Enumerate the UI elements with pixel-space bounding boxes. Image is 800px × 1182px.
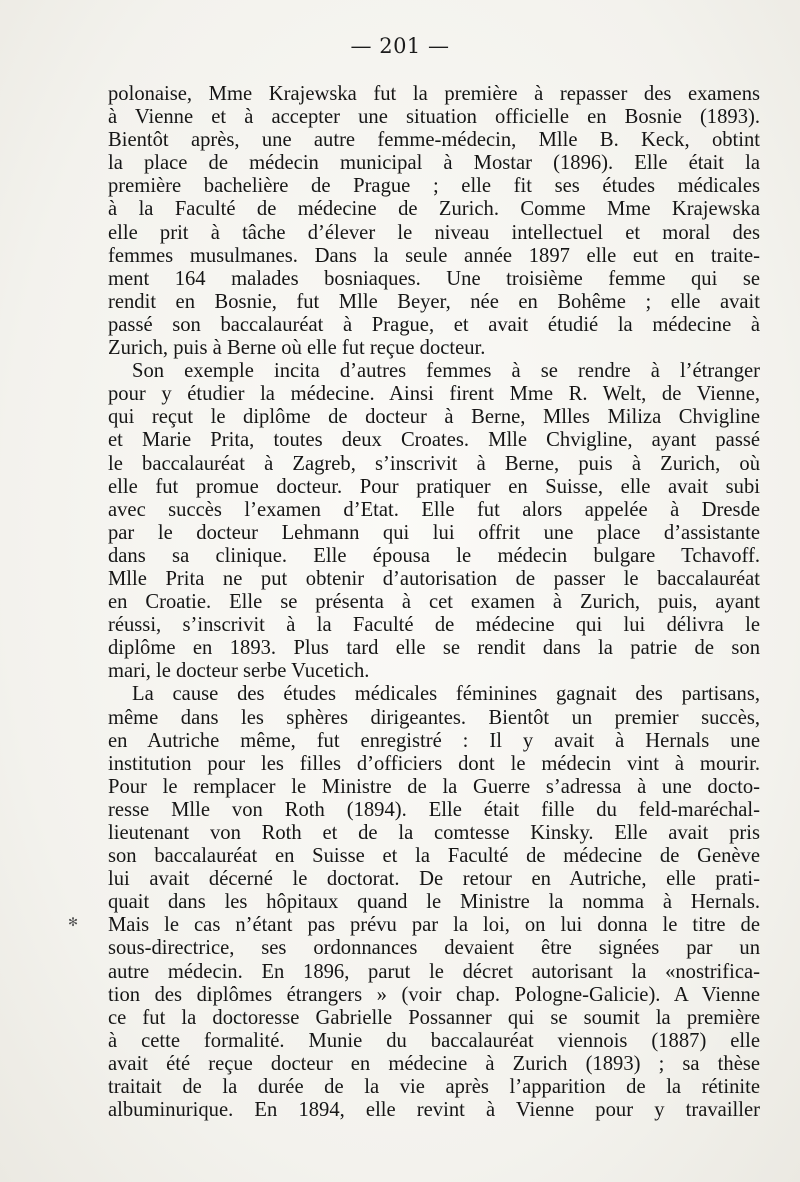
text-line: la place de médecin municipal à Mostar (1896). Elle était la <box>108 152 760 175</box>
text-line: en Autriche même, fut enregistré : Il y avait à Hernals une <box>108 729 760 752</box>
text-line: son baccalauréat en Suisse et la Faculté de médecine de Genève <box>108 845 760 868</box>
text-line: Bientôt après, une autre femme-médecin, Mlle B. Keck, obtint <box>108 129 760 152</box>
text-line: Pour le remplacer le Ministre de la Guerre s’adressa à une docto- <box>108 775 760 798</box>
text-line: Mais le cas n’étant pas prévu par la loi, on lui donna le titre de <box>108 914 760 937</box>
text-line: diplôme en 1893. Plus tard elle se rendit dans la patrie de son <box>108 637 760 660</box>
text-line: qui reçut le diplôme de docteur à Berne, Mlles Miliza Chvigline <box>108 406 760 429</box>
text-line: quait dans les hôpitaux quand le Ministre la nomma à Hernals. <box>108 891 760 914</box>
text-line: à cette formalité. Munie du baccalauréat viennois (1887) elle <box>108 1029 760 1052</box>
text-line: institution pour les filles d’officiers dont le médecin vint à mourir. <box>108 752 760 775</box>
text-line: resse Mlle von Roth (1894). Elle était fille du feld-maréchal- <box>108 798 760 821</box>
text-line: avec succès l’examen d’Etat. Elle fut alors appelée à Dresde <box>108 498 760 521</box>
text-line: sous-directrice, ses ordonnances devaient être signées par un <box>108 937 760 960</box>
paragraph-start-line: La cause des études médicales féminines gagnait des partisans, <box>132 683 760 706</box>
text-line: ment 164 malades bosniaques. Une troisième femme qui se <box>108 267 760 290</box>
body-text <box>108 83 760 1122</box>
text-line: lui avait décerné le doctorat. De retour en Autriche, elle prati- <box>108 868 760 891</box>
text-line: polonaise, Mme Krajewska fut la première à repasser des examens <box>108 83 760 105</box>
text-line: à Vienne et à accepter une situation officielle en Bosnie (1893). <box>108 106 760 129</box>
text-line: elle prit à tâche d’élever le niveau intellectuel et moral des <box>108 221 760 244</box>
text-line: albuminurique. En 1894, elle revint à Vienne pour y travailler <box>108 1099 760 1122</box>
text-line: Mlle Prita ne put obtenir d’autorisation de passer le baccalauréat <box>108 567 760 590</box>
text-line: et Marie Prita, toutes deux Croates. Mlle Chvigline, ayant passé <box>108 429 760 452</box>
text-line: pour y étudier la médecine. Ainsi firent Mme R. Welt, de Vienne, <box>108 383 760 406</box>
text-line: même dans les sphères dirigeantes. Bientôt un premier succès, <box>108 706 760 729</box>
text-line: par le docteur Lehmann qui lui offrit une place d’assistante <box>108 521 760 544</box>
text-line: elle fut promue docteur. Pour pratiquer en Suisse, elle avait subi <box>108 475 760 498</box>
text-line: en Croatie. Elle se présenta à cet examen à Zurich, puis, ayant <box>108 591 760 614</box>
text-line: rendit en Bosnie, fut Mlle Beyer, née en Bohême ; elle avait <box>108 290 760 313</box>
page-number: — 201 — <box>350 34 450 58</box>
text-line: le baccalauréat à Zagreb, s’inscrivit à Berne, puis à Zurich, où <box>108 452 760 475</box>
text-line: tion des diplômes étrangers » (voir chap. Pologne-Galicie). A Vienne <box>108 983 760 1006</box>
text-line: réussi, s’inscrivit à la Faculté de médecine qui lui délivra le <box>108 614 760 637</box>
text-line: avait été reçue docteur en médecine à Zurich (1893) ; sa thèse <box>108 1052 760 1075</box>
text-line: femmes musulmanes. Dans la seule année 1897 elle eut en traite- <box>108 244 760 267</box>
margin-mark: ✻ <box>68 915 79 929</box>
text-line: première bachelière de Prague ; elle fit ses études médicales <box>108 175 760 198</box>
text-line: à la Faculté de médecine de Zurich. Comme Mme Krajewska <box>108 198 760 221</box>
text-line: Zurich, puis à Berne où elle fut reçue docteur. <box>108 337 486 360</box>
text-line: lieutenant von Roth et de la comtesse Kinsky. Elle avait pris <box>108 822 760 844</box>
text-line: dans sa clinique. Elle épousa le médecin bulgare Tchavoff. <box>108 544 760 567</box>
text-line: ce fut la doctoresse Gabrielle Possanner qui se soumit la première <box>108 1006 760 1029</box>
text-line: passé son baccalauréat à Prague, et avait étudié la médecine à <box>108 313 760 336</box>
text-line: autre médecin. En 1896, parut le décret autorisant la «nostrifica- <box>108 960 760 983</box>
paragraph-start-line: Son exemple incita d’autres femmes à se rendre à l’étranger <box>132 360 760 383</box>
text-line: traitait de la durée de la vie après l’apparition de la rétinite <box>108 1076 760 1099</box>
text-line: mari, le docteur serbe Vucetich. <box>108 660 370 683</box>
